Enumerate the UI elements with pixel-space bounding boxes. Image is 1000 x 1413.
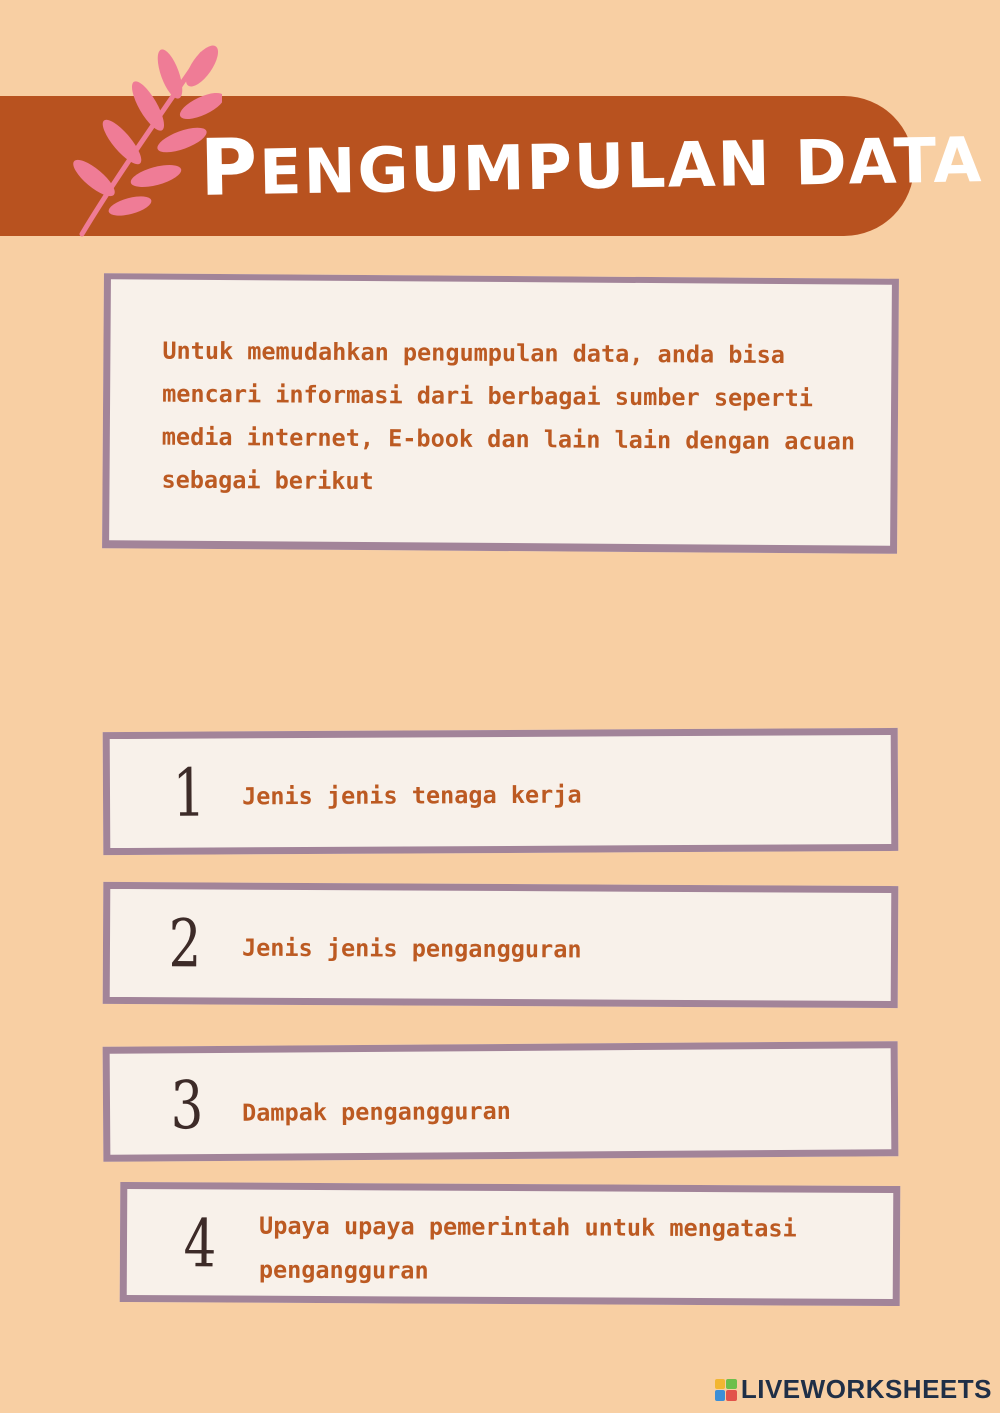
item-number: 4: [183, 1205, 217, 1283]
page-title-first-letter: P: [199, 122, 260, 214]
item-text: Jenis jenis tenaga kerja: [241, 780, 582, 811]
item-text: Jenis jenis pengangguran: [241, 933, 582, 964]
footer-brand-text: LIVEWORKSHEETS: [740, 1374, 992, 1404]
intro-box: [102, 273, 899, 554]
list-item: [120, 1182, 901, 1306]
footer-brand[interactable]: [715, 1374, 992, 1405]
leaf-branch-icon: [52, 44, 222, 240]
list-item: [103, 882, 899, 1008]
item-number: 1: [172, 754, 206, 832]
page-title-rest: ENGUMPULAN DATA: [258, 123, 984, 209]
item-number: 2: [168, 905, 202, 983]
item-number: 3: [170, 1067, 204, 1145]
intro-text: Untuk memudahkan pengumpulan data, anda bisa mencari informasi dari berbagai sumber seperti media internet, E-book dan lain lain dengan acuan sebagai berikut: [161, 336, 856, 496]
liveworksheets-logo-icon: [715, 1379, 737, 1401]
page-title: [199, 105, 984, 224]
item-text: Upaya upaya pemerintah untuk mengatasi pengangguran: [258, 1211, 797, 1285]
list-item: [103, 728, 899, 855]
list-item: [103, 1041, 899, 1162]
item-text: Dampak pengangguran: [241, 1096, 511, 1127]
